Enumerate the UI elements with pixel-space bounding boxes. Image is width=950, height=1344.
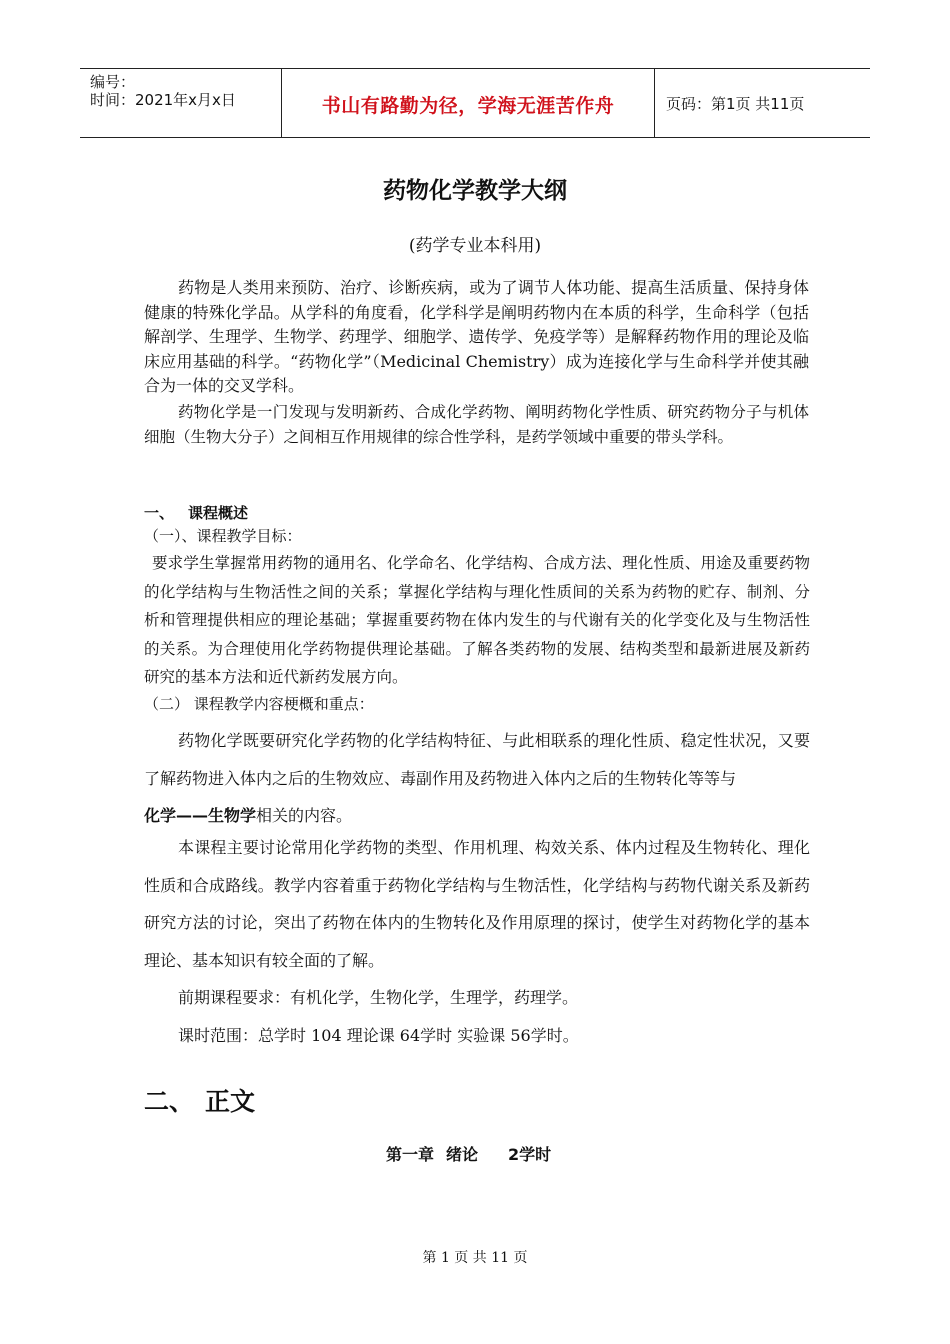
section-number: 一、 [144, 504, 175, 522]
subsection-objectives: （一）、课程教学目标： [144, 527, 302, 545]
chapter-number: 第一章 [386, 1145, 435, 1164]
intro-paragraph-1: 药物是人类用来预防、治疗、诊断疾病，或为了调节人体功能、提高生活质量、保持身体健康的特殊化学品。从学科的角度看，化学科学是阐明药物内在本质的科学，生命科学（包括解剖学、生理学、生物学、药理学、细胞学、遗传学、免疫学等）是解释药物作用的理论及临床应用基础的科学。“药物化学”（Medicinal Chemistry）成为连接化学与生命科学并使其融合为一体的交叉学科。 [144, 278, 809, 395]
section-heading-1 [144, 502, 248, 523]
header-meta [90, 73, 236, 109]
document-subtitle: (药学专业本科用) [408, 236, 542, 256]
content-body [144, 829, 810, 1054]
chapter-hours: 2学时 [508, 1145, 552, 1164]
content-bold: 化学——生物学 [144, 806, 257, 825]
intro-paragraph-2: 药物化学是一门发现与发明新药、合成化学药物、阐明药物化学性质、研究药物分子与机体细胞（生物大分子）之间相互作用规律的综合性学科，是药学领域中重要的带头学科。 [144, 403, 809, 446]
subsection-content: （二） 课程教学内容梗概和重点： [144, 695, 374, 713]
serial-label: 编号： [90, 73, 136, 91]
content-text: 药物化学既要研究化学药物的化学结构特征、与此相联系的理化性质、稳定性状况，又要了解药物进入体内之后的生物效应、毒副作用及药物进入体内之后的生物转化等等与 [144, 731, 810, 788]
chapter-title: 绪论 [446, 1145, 479, 1164]
header-divider [654, 69, 655, 137]
section-number: 二、 [144, 1087, 195, 1116]
section-title: 课程概述 [188, 504, 249, 522]
content-paragraph-1 [144, 722, 810, 797]
content-paragraph-2: 本课程主要讨论常用化学药物的类型、作用机理、构效关系、体内过程及生物转化、理化性质和合成路线。教学内容着重于药物化学结构与生物活性，化学结构与药物代谢关系及新药研究方法的讨论，突出了药物在体内的生物转化及作用原理的探讨，使学生对药物化学的基本理论、基本知识有较全面的了解。 [144, 838, 810, 970]
chapter-heading [386, 1142, 563, 1165]
section-heading-2 [144, 1082, 255, 1118]
header-page-info: 页码：第1页 共11页 [666, 95, 805, 113]
objectives-paragraph: 要求学生掌握常用药物的通用名、化学命名、化学结构、合成方法、理化性质、用途及重要药物的化学结构与生物活性之间的关系；掌握化学结构与理化性质间的关系为药物的贮存、制剂、分析和管理提供相应的理论基础；掌握重要药物在体内发生的与代谢有关的化学变化及与生物活性的关系。为合理使用化学药物提供理论基础。了解各类药物的发展、结构类型和最新进展及新药研究的基本方法和近代新药发展方向。 [144, 554, 810, 686]
content-tail: 相关的内容。 [256, 806, 353, 825]
section-title: 正文 [205, 1087, 256, 1116]
course-hours: 课时范围：总学时 104 理论课 64学时 实验课 56学时。 [178, 1025, 579, 1045]
prerequisites: 前期课程要求：有机化学，生物化学，生理学，药理学。 [178, 988, 579, 1007]
page-footer: 第 1 页 共 11 页 [422, 1250, 528, 1266]
document-title: 药物化学教学大纲 [383, 178, 567, 204]
header-table [80, 68, 870, 138]
header-motto: 书山有路勤为径，学海无涯苦作舟 [321, 95, 615, 117]
time-label: 时间：2021年x月x日 [90, 91, 236, 109]
